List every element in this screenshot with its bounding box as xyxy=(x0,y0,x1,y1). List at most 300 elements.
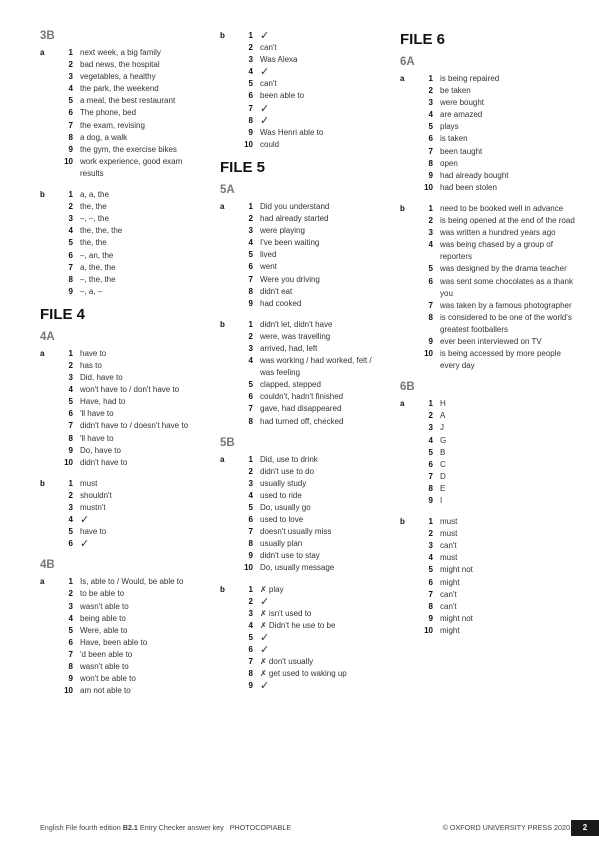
exercise-letter xyxy=(220,261,233,273)
item-number: 7 xyxy=(68,120,73,130)
item-number: 4 xyxy=(428,110,433,120)
column-1 xyxy=(40,30,208,706)
exercise-letter xyxy=(40,420,53,432)
exercise-letter xyxy=(220,237,233,249)
item-number: 6 xyxy=(248,392,253,402)
item-number: 10 xyxy=(244,139,253,149)
answer-item xyxy=(40,237,208,249)
exercise-letter xyxy=(40,408,53,420)
exercise-letter xyxy=(40,237,53,249)
check-mark-icon: ✓ xyxy=(260,644,270,657)
answer-text: must xyxy=(80,478,98,488)
answer-item xyxy=(220,644,378,656)
exercise-letter xyxy=(40,132,53,144)
answer-item xyxy=(220,103,378,115)
exercise-letter xyxy=(40,433,53,445)
answer-item xyxy=(40,433,208,445)
exercise-letter xyxy=(220,680,233,692)
item-number: 1 xyxy=(248,201,253,211)
page-number: 2 xyxy=(571,820,599,836)
item-number: 3 xyxy=(428,541,433,551)
exercise-letter xyxy=(400,227,413,239)
exercise-group xyxy=(220,319,378,428)
answer-item xyxy=(400,589,575,601)
item-number: 8 xyxy=(68,662,73,672)
exercise-group xyxy=(40,576,208,697)
answer-item xyxy=(400,227,575,239)
exercise-letter xyxy=(220,115,233,127)
item-number: 8 xyxy=(68,274,73,284)
section-heading: 4B xyxy=(40,559,55,572)
exercise-letter xyxy=(40,637,53,649)
answer-text: Have, had to xyxy=(80,397,126,407)
item-number: 2 xyxy=(248,331,253,341)
exercise-letter xyxy=(220,391,233,403)
answer-item xyxy=(400,109,575,121)
answer-item xyxy=(400,601,575,613)
item-number: 8 xyxy=(428,601,433,611)
answer-text: used to ride xyxy=(260,490,302,500)
answer-item xyxy=(220,502,378,514)
answer-text: E xyxy=(440,483,446,493)
answer-text: ever been interviewed on TV xyxy=(440,336,542,346)
exercise-group xyxy=(400,203,575,372)
page-footer xyxy=(40,820,599,836)
exercise-letter xyxy=(400,495,413,507)
answer-text: was designed by the drama teacher xyxy=(440,264,567,274)
item-number: 8 xyxy=(68,132,73,142)
item-number: 1 xyxy=(428,399,433,409)
item-number: 4 xyxy=(248,238,253,248)
answer-text: usually plan xyxy=(260,539,303,549)
exercise-letter xyxy=(40,673,53,685)
item-number: 5 xyxy=(248,250,253,260)
exercise-letter xyxy=(400,170,413,182)
exercise-letter xyxy=(40,59,53,71)
item-number: 10 xyxy=(64,686,73,696)
exercise-letter xyxy=(400,97,413,109)
answer-item xyxy=(40,601,208,613)
answer-text: B xyxy=(440,447,446,457)
exercise-letter xyxy=(40,83,53,95)
answer-item xyxy=(220,584,378,596)
answer-item xyxy=(400,276,575,300)
answer-item xyxy=(400,73,575,85)
exercise-group xyxy=(220,584,378,693)
answer-item xyxy=(220,608,378,620)
exercise-letter xyxy=(400,483,413,495)
item-number: 8 xyxy=(428,158,433,168)
answer-text: were playing xyxy=(260,226,305,236)
answer-text: was taken by a famous photographer xyxy=(440,300,572,310)
answer-text: Have, been able to xyxy=(80,637,148,647)
item-number: 10 xyxy=(64,457,73,467)
exercise-letter xyxy=(220,620,233,632)
exercise-letter xyxy=(40,601,53,613)
answer-text: work experience, good exam results xyxy=(80,156,183,178)
item-number: 7 xyxy=(248,657,253,667)
exercise-group xyxy=(40,478,208,551)
item-number: 4 xyxy=(68,226,73,236)
item-number: 5 xyxy=(248,503,253,512)
item-number: 6 xyxy=(68,409,73,419)
item-number: 2 xyxy=(248,466,253,476)
item-number: 3 xyxy=(68,214,73,224)
item-number: 1 xyxy=(248,584,253,594)
item-number: 8 xyxy=(248,539,253,549)
item-number: 5 xyxy=(248,380,253,390)
answer-text: bad news, the hospital xyxy=(80,60,160,70)
answer-item xyxy=(220,54,378,66)
exercise-letter xyxy=(40,502,53,514)
answer-text: vegetables, a healthy xyxy=(80,72,156,82)
answer-text: –, –, the xyxy=(80,214,109,224)
answer-text: arrived, had, left xyxy=(260,343,318,353)
column-2 xyxy=(220,30,378,701)
answer-item xyxy=(220,90,378,102)
answer-item xyxy=(220,66,378,78)
answer-text: ✗ get used to waking up xyxy=(260,669,347,679)
answer-text: Do, usually message xyxy=(260,563,335,573)
answer-text: didn't have to / doesn't have to xyxy=(80,421,189,431)
exercise-letter xyxy=(220,608,233,620)
exercise-group xyxy=(400,516,575,637)
footer-subtitle: Entry Checker answer key PHOTOCOPIABLE xyxy=(137,823,292,832)
answer-text: been able to xyxy=(260,91,305,101)
answer-item xyxy=(400,625,575,637)
item-number: 3 xyxy=(248,343,253,353)
answer-item xyxy=(220,596,378,608)
exercise-letter xyxy=(400,146,413,158)
answer-text: is being repaired xyxy=(440,74,500,83)
answer-item xyxy=(220,201,378,213)
answer-item xyxy=(40,250,208,262)
answer-item xyxy=(400,203,575,215)
item-number: 6 xyxy=(68,250,73,260)
exercise-letter xyxy=(40,156,53,180)
item-number: 9 xyxy=(428,336,433,346)
answer-item xyxy=(220,478,378,490)
exercise-group xyxy=(400,398,575,507)
answer-item xyxy=(40,47,208,59)
exercise-letter xyxy=(220,550,233,562)
item-number: 7 xyxy=(248,527,253,537)
answer-item xyxy=(40,649,208,661)
answer-item xyxy=(220,249,378,261)
answer-text: lived xyxy=(260,250,277,260)
exercise-letter xyxy=(400,577,413,589)
answer-text: wasn't able to xyxy=(80,662,129,672)
exercise-letter xyxy=(400,239,413,263)
exercise-letter: a xyxy=(400,399,405,409)
item-number: 9 xyxy=(248,127,253,137)
exercise-letter xyxy=(220,562,233,574)
item-number: 1 xyxy=(68,478,73,488)
exercise-letter xyxy=(40,396,53,408)
answer-item xyxy=(400,336,575,348)
exercise-letter xyxy=(400,625,413,637)
answer-text: a, the, the xyxy=(80,262,116,272)
answer-text: had already started xyxy=(260,214,329,224)
answer-text: a dog, a walk xyxy=(80,132,128,142)
item-number: 3 xyxy=(428,98,433,108)
answer-item xyxy=(220,416,378,428)
answer-item xyxy=(400,528,575,540)
answer-item xyxy=(400,97,575,109)
item-number: 1 xyxy=(428,74,433,83)
check-mark-icon: ✓ xyxy=(260,680,270,693)
exercise-letter xyxy=(400,336,413,348)
item-number: 6 xyxy=(68,637,73,647)
item-number: 10 xyxy=(64,156,73,166)
answer-text: G xyxy=(440,435,447,445)
answer-item xyxy=(40,538,208,550)
answer-item xyxy=(400,471,575,483)
answer-item xyxy=(400,483,575,495)
answer-item xyxy=(220,298,378,310)
section-heading: 4A xyxy=(40,330,55,343)
file-heading: FILE 4 xyxy=(40,305,86,323)
item-number: 6 xyxy=(428,577,433,587)
exercise-letter xyxy=(40,445,53,457)
answer-text: was working / had worked, felt / was feeling xyxy=(260,356,372,378)
answer-text: didn't eat xyxy=(260,286,293,296)
item-number: 8 xyxy=(248,669,253,679)
exercise-letter xyxy=(400,263,413,275)
check-mark-icon: ✓ xyxy=(260,114,270,127)
item-number: 9 xyxy=(428,613,433,623)
answer-text: the park, the weekend xyxy=(80,84,159,94)
answer-text: clapped, stepped xyxy=(260,380,321,390)
exercise-letter xyxy=(220,656,233,668)
item-number: 7 xyxy=(428,589,433,599)
answer-text: can't xyxy=(440,601,457,611)
answer-text: I xyxy=(440,496,443,505)
answer-text: Were you driving xyxy=(260,274,320,284)
exercise-group xyxy=(220,454,378,575)
answer-item xyxy=(40,490,208,502)
exercise-letter xyxy=(220,379,233,391)
exercise-letter xyxy=(400,435,413,447)
item-number: 10 xyxy=(244,563,253,573)
item-number: 3 xyxy=(248,55,253,65)
answer-item xyxy=(220,538,378,550)
answer-text: has to xyxy=(80,360,102,370)
answer-item xyxy=(40,396,208,408)
check-mark-icon: ✓ xyxy=(80,514,90,527)
answer-item xyxy=(40,213,208,225)
item-number: 5 xyxy=(248,79,253,89)
answer-item xyxy=(400,564,575,576)
exercise-letter xyxy=(40,107,53,119)
item-number: 1 xyxy=(248,454,253,464)
exercise-letter xyxy=(220,274,233,286)
answer-text: is considered to be one of the world's greatest footballers xyxy=(440,312,572,334)
item-number: 8 xyxy=(248,416,253,426)
answer-item xyxy=(400,577,575,589)
exercise-letter xyxy=(400,158,413,170)
exercise-letter xyxy=(40,588,53,600)
exercise-letter xyxy=(400,552,413,564)
answer-text: a meal, the best restaurant xyxy=(80,96,176,106)
answer-text: is being opened at the end of the road xyxy=(440,216,575,226)
item-number: 5 xyxy=(428,447,433,457)
answer-text: open xyxy=(440,158,458,168)
item-number: 5 xyxy=(68,96,73,106)
exercise-letter xyxy=(400,109,413,121)
answer-text: Is, able to / Would, be able to xyxy=(80,577,184,587)
answer-item xyxy=(220,319,378,331)
exercise-letter xyxy=(40,213,53,225)
exercise-letter xyxy=(40,286,53,298)
answer-item xyxy=(40,83,208,95)
exercise-letter: b xyxy=(220,31,225,40)
answer-item xyxy=(400,215,575,227)
answer-item xyxy=(40,144,208,156)
exercise-letter xyxy=(220,331,233,343)
answer-item xyxy=(40,408,208,420)
answer-text: ✗ play xyxy=(260,584,284,594)
exercise-letter xyxy=(220,644,233,656)
answer-item xyxy=(400,239,575,263)
exercise-group xyxy=(220,30,378,151)
answer-text: didn't have to xyxy=(80,457,128,467)
exercise-letter xyxy=(220,42,233,54)
item-number: 9 xyxy=(68,286,73,296)
exercise-letter xyxy=(400,348,413,372)
exercise-letter xyxy=(40,274,53,286)
answer-item xyxy=(40,445,208,457)
answer-text: didn't use to do xyxy=(260,466,315,476)
answer-text: must xyxy=(440,517,458,527)
answer-text: ✗ isn't used to xyxy=(260,608,312,618)
answer-item xyxy=(40,189,208,201)
answer-text: must xyxy=(440,529,458,539)
exercise-letter xyxy=(400,300,413,312)
item-number: 5 xyxy=(68,397,73,407)
exercise-letter xyxy=(40,649,53,661)
item-number: 1 xyxy=(68,190,73,200)
answer-item xyxy=(40,673,208,685)
answer-item xyxy=(40,348,208,360)
answer-text: a, a, the xyxy=(80,190,109,200)
answer-item xyxy=(220,115,378,127)
exercise-letter xyxy=(220,298,233,310)
exercise-letter xyxy=(40,457,53,469)
answer-item xyxy=(40,262,208,274)
exercise-letter: a xyxy=(220,201,225,211)
exercise-letter xyxy=(400,133,413,145)
answer-item xyxy=(40,502,208,514)
answer-text: –, the, the xyxy=(80,274,116,284)
answer-text: had turned off, checked xyxy=(260,416,344,426)
copyright-text: © OXFORD UNIVERSITY PRESS 2020 xyxy=(442,823,570,832)
answer-item xyxy=(40,372,208,384)
item-number: 6 xyxy=(428,276,433,286)
answer-text: was sent some chocolates as a thank you xyxy=(440,276,573,298)
item-number: 1 xyxy=(248,319,253,329)
item-number: 10 xyxy=(424,625,433,635)
exercise-letter xyxy=(220,490,233,502)
item-number: 4 xyxy=(248,620,253,630)
answer-text: might not xyxy=(440,565,473,575)
answer-item xyxy=(40,420,208,432)
item-number: 7 xyxy=(68,649,73,659)
answer-text: can't xyxy=(440,541,457,551)
item-number: 7 xyxy=(68,421,73,431)
exercise-letter xyxy=(400,601,413,613)
item-number: 2 xyxy=(428,411,433,421)
answer-text: Were, able to xyxy=(80,625,128,635)
answer-text: the, the, the xyxy=(80,226,123,236)
answer-item xyxy=(220,127,378,139)
answer-item xyxy=(400,348,575,372)
check-mark-icon: ✓ xyxy=(260,631,270,644)
file-heading: FILE 6 xyxy=(400,31,446,48)
exercise-letter xyxy=(400,447,413,459)
item-number: 3 xyxy=(68,72,73,82)
item-number: 2 xyxy=(68,360,73,370)
exercise-letter xyxy=(400,422,413,434)
exercise-letter xyxy=(40,538,53,550)
answer-text: can't xyxy=(440,589,457,599)
answer-text: J xyxy=(440,423,444,433)
answer-item xyxy=(400,300,575,312)
answer-item xyxy=(400,435,575,447)
answer-text: were, was travelling xyxy=(260,331,331,341)
item-number: 4 xyxy=(68,385,73,395)
answer-text: are amazed xyxy=(440,110,483,120)
footer-level: B2.1 xyxy=(122,823,138,832)
item-number: 9 xyxy=(248,681,253,691)
answer-text: I've been waiting xyxy=(260,238,320,248)
item-number: 1 xyxy=(428,203,433,213)
item-number: 2 xyxy=(248,596,253,606)
item-number: 1 xyxy=(248,31,253,40)
answer-text: D xyxy=(440,471,446,481)
answer-text: went xyxy=(260,262,277,272)
item-number: 8 xyxy=(68,433,73,443)
answer-item xyxy=(40,132,208,144)
exercise-letter xyxy=(40,526,53,538)
answer-item xyxy=(400,495,575,507)
item-number: 2 xyxy=(428,86,433,96)
answer-text: can't xyxy=(260,43,277,53)
item-number: 6 xyxy=(248,515,253,525)
answer-text: –, a, – xyxy=(80,286,103,296)
answer-text: am not able to xyxy=(80,686,131,696)
answer-item xyxy=(40,384,208,396)
answer-item xyxy=(40,156,208,180)
answer-text: could xyxy=(260,139,280,149)
exercise-letter xyxy=(220,668,233,680)
exercise-letter xyxy=(220,416,233,428)
item-number: 4 xyxy=(428,553,433,563)
exercise-letter xyxy=(400,613,413,625)
exercise-letter xyxy=(220,343,233,355)
answer-item xyxy=(220,331,378,343)
answer-item xyxy=(40,588,208,600)
answer-item xyxy=(220,680,378,692)
item-number: 5 xyxy=(68,527,73,537)
answer-text: can't xyxy=(260,79,277,89)
exercise-letter xyxy=(220,502,233,514)
answer-item xyxy=(400,410,575,422)
answer-item xyxy=(400,447,575,459)
answer-text: wasn't able to xyxy=(80,601,129,611)
item-number: 1 xyxy=(68,577,73,587)
item-number: 3 xyxy=(428,423,433,433)
